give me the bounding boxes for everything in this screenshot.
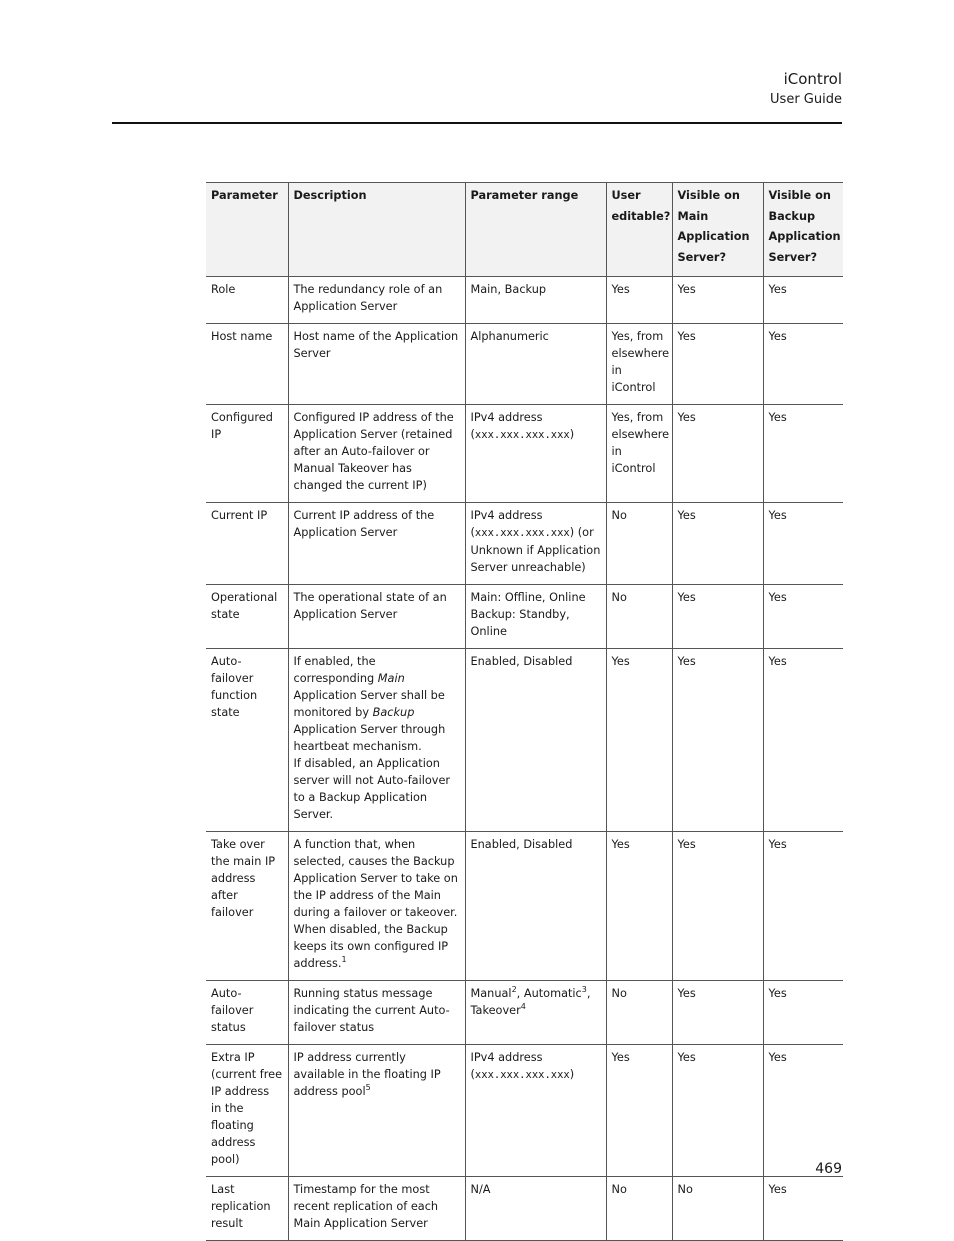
- table-row: [206, 981, 843, 1045]
- editable-cell: Yes, from elsewhere in iControl: [606, 405, 672, 503]
- parameter-table: [206, 182, 843, 1241]
- visible-main-cell: Yes: [672, 649, 763, 832]
- range-cell: Main, Backup: [465, 277, 606, 324]
- visible-backup-cell: Yes: [763, 1045, 843, 1177]
- parameter-cell: Take over the main IP address after failover: [206, 832, 288, 981]
- ip-format-code: xxx.xxx.xxx.xxx: [474, 429, 570, 441]
- editable-cell: Yes: [606, 832, 672, 981]
- parameter-cell: Last replication result: [206, 1177, 288, 1241]
- parameter-cell: Operational state: [206, 585, 288, 649]
- visible-backup-cell: Yes: [763, 277, 843, 324]
- range-text: IPv4 address (: [470, 411, 543, 441]
- footnote-marker: 5: [365, 1083, 371, 1093]
- table-row: [206, 324, 843, 405]
- description-cell: [288, 1045, 465, 1177]
- description-cell: [288, 649, 465, 832]
- visible-backup-cell: Yes: [763, 981, 843, 1045]
- table-row: [206, 585, 843, 649]
- footnote-marker: 1: [341, 955, 347, 965]
- editable-cell: Yes: [606, 277, 672, 324]
- range-text: IPv4 address (: [470, 509, 543, 539]
- column-header: Visible on Main Application Server?: [672, 183, 763, 277]
- range-text: , Automatic: [516, 987, 582, 1000]
- visible-main-cell: Yes: [672, 324, 763, 405]
- editable-cell: No: [606, 981, 672, 1045]
- range-cell: [465, 1045, 606, 1177]
- column-header: Visible on Backup Application Server?: [763, 183, 843, 277]
- parameter-cell: Current IP: [206, 503, 288, 585]
- ip-format-code: xxx.xxx.xxx.xxx: [474, 1069, 570, 1081]
- page-number: 469: [815, 1161, 842, 1177]
- range-text: ) (or Unknown if Application Server unreachable): [470, 526, 601, 574]
- editable-cell: No: [606, 1177, 672, 1241]
- range-text: , Takeover: [470, 987, 591, 1017]
- visible-backup-cell: Yes: [763, 405, 843, 503]
- column-header: Description: [288, 183, 465, 277]
- parameter-cell: Auto-failover status: [206, 981, 288, 1045]
- description-text: A function that, when selected, causes the Backup Application Server to take on the IP address of the Main during a failover or takeover. When disabled, the Backup keeps its own configured IP address.: [293, 838, 458, 970]
- range-cell: Enabled, Disabled: [465, 649, 606, 832]
- range-cell: N/A: [465, 1177, 606, 1241]
- editable-cell: No: [606, 503, 672, 585]
- table-row: [206, 503, 843, 585]
- description-cell: The redundancy role of an Application Server: [288, 277, 465, 324]
- parameter-cell: Auto-failover function state: [206, 649, 288, 832]
- visible-backup-cell: Yes: [763, 649, 843, 832]
- visible-main-cell: Yes: [672, 405, 763, 503]
- range-cell: Alphanumeric: [465, 324, 606, 405]
- range-text: ): [569, 1068, 575, 1081]
- column-header: User editable?: [606, 183, 672, 277]
- visible-main-cell: Yes: [672, 503, 763, 585]
- visible-backup-cell: Yes: [763, 324, 843, 405]
- header-subtitle: User Guide: [770, 92, 842, 107]
- editable-cell: Yes: [606, 1045, 672, 1177]
- footnote-marker: 2: [511, 985, 517, 995]
- range-cell: [465, 503, 606, 585]
- range-cell: [465, 981, 606, 1045]
- description-text: If enabled, the corresponding: [293, 655, 378, 685]
- description-cell: [288, 832, 465, 981]
- editable-cell: Yes, from elsewhere in iControl: [606, 324, 672, 405]
- footnote-marker: 3: [581, 985, 587, 995]
- editable-cell: No: [606, 585, 672, 649]
- table-row: [206, 277, 843, 324]
- column-header: Parameter: [206, 183, 288, 277]
- ip-format-code: xxx.xxx.xxx.xxx: [474, 527, 570, 539]
- description-cell: Host name of the Application Server: [288, 324, 465, 405]
- description-cell: The operational state of an Application Server: [288, 585, 465, 649]
- description-emphasis: Main: [377, 672, 405, 685]
- range-line: Backup: Standby, Online: [470, 608, 570, 638]
- visible-backup-cell: Yes: [763, 503, 843, 585]
- range-text: IPv4 address (: [470, 1051, 543, 1081]
- parameter-cell: Role: [206, 277, 288, 324]
- range-text: Manual: [470, 987, 512, 1000]
- visible-backup-cell: Yes: [763, 832, 843, 981]
- visible-main-cell: Yes: [672, 277, 763, 324]
- visible-main-cell: Yes: [672, 981, 763, 1045]
- header-divider: [112, 122, 842, 124]
- description-text: Application Server shall be monitored by: [293, 689, 445, 719]
- description-text: Application Server through heartbeat mechanism.: [293, 723, 446, 753]
- table-row: [206, 1045, 843, 1177]
- range-line: Main: Offline, Online: [470, 591, 586, 604]
- column-header: Parameter range: [465, 183, 606, 277]
- description-cell: Running status message indicating the current Auto-failover status: [288, 981, 465, 1045]
- range-cell: [465, 585, 606, 649]
- parameter-cell: Host name: [206, 324, 288, 405]
- parameter-cell: Extra IP (current free IP address in the floating address pool): [206, 1045, 288, 1177]
- editable-cell: Yes: [606, 649, 672, 832]
- table-row: [206, 405, 843, 503]
- description-text: If disabled, an Application server will not Auto-failover to a Backup Application Server.: [293, 757, 451, 821]
- range-cell: [465, 405, 606, 503]
- range-cell: Enabled, Disabled: [465, 832, 606, 981]
- footnote-marker: 4: [520, 1002, 526, 1012]
- visible-main-cell: No: [672, 1177, 763, 1241]
- visible-backup-cell: Yes: [763, 585, 843, 649]
- description-cell: Current IP address of the Application Server: [288, 503, 465, 585]
- visible-backup-cell: Yes: [763, 1177, 843, 1241]
- table-header-row: [206, 183, 843, 277]
- visible-main-cell: Yes: [672, 1045, 763, 1177]
- description-cell: Timestamp for the most recent replication of each Main Application Server: [288, 1177, 465, 1241]
- header-title: iControl: [783, 70, 842, 88]
- visible-main-cell: Yes: [672, 832, 763, 981]
- description-cell: Configured IP address of the Application Server (retained after an Auto-failover or Manual Takeover has changed the current IP): [288, 405, 465, 503]
- table-row: [206, 832, 843, 981]
- range-text: ): [569, 428, 575, 441]
- visible-main-cell: Yes: [672, 585, 763, 649]
- description-text: IP address currently available in the floating IP address pool: [293, 1051, 441, 1098]
- description-emphasis: Backup: [372, 706, 415, 719]
- parameter-cell: Configured IP: [206, 405, 288, 503]
- table-row: [206, 1177, 843, 1241]
- table-row: [206, 649, 843, 832]
